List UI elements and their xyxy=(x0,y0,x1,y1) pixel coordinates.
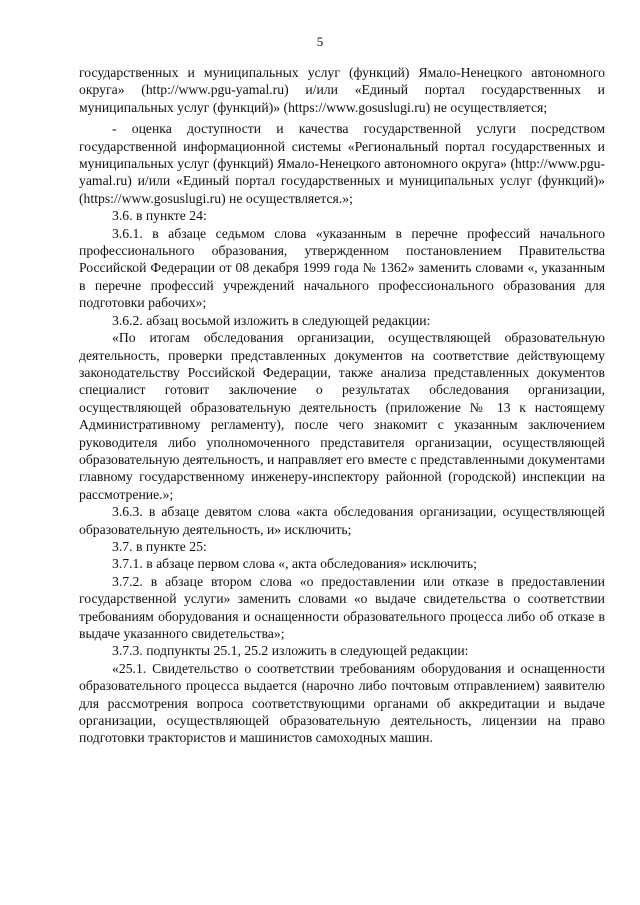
paragraph: «25.1. Свидетельство о соответствии требованиям оборудования и оснащенности образовательного процесса выдается (нарочно либо почтовым отправлением) заявителю для рассмотрения вопроса соответствующими органами об аккредитации и выдаче организации, осуществляющей образовательную деятельность, лицензии на право подготовки трактористов и машинистов самоходных машин. xyxy=(79,660,605,746)
paragraph: - оценка доступности и качества государственной услуги посредством государственной информационной системы «Региональный портал государственных и муниципальных услуг (функций) Ямало-Ненецкого автономного округа» (http://www.pgu-yamal.ru) и/или «Единый портал государственных и муниципальных услуг (функций)» (https://www.gosuslugi.ru) не осуществляется.»; xyxy=(79,121,605,206)
paragraph: «По итогам обследования организации, осуществляющей образовательную деятельность, проверки представленных документов на соответствие действующему законодательству Российской Федерации, также анализа представленных документов специалист готовит заключение о результатах обследования организации, осуществляющей образовательную деятельность (приложение № 13 к настоящему Административному регламенту), после чего знакомит с указанным заключением руководителя либо уполномоченного представителя организации, осуществляющей образовательную деятельность, и направляет его вместе с представленными документами главному государственному инженеру-инспектору районной (городской) инспекции на рассмотрение.»; xyxy=(79,330,605,502)
paragraph: 3.7.3. подпункты 25.1, 25.2 изложить в следующей редакции: xyxy=(112,643,469,659)
paragraph: 3.6.2. абзац восьмой изложить в следующей редакции: xyxy=(112,312,431,328)
document-body xyxy=(79,64,605,747)
paragraph: 3.7. в пункте 25: xyxy=(112,538,207,554)
page-number: 5 xyxy=(316,34,324,49)
paragraph: 3.7.2. в абзаце втором слова «о предоставлении или отказе в предоставлении государственной услуги» заменить словами «о выдаче свидетельства о соответствии требованиям оборудования и оснащенности образовательного процесса либо об отказе в выдаче указанного свидетельства»; xyxy=(79,573,605,641)
paragraph: 3.6.1. в абзаце седьмом слова «указанным в перечне профессий начального профессионального образования, утвержденном постановлением Правительства Российской Федерации от 08 декабря 1999 года № 1362» заменить словами «, указанным в перечне профессий учреждений начального профессионального образования для подготовки рабочих»; xyxy=(79,225,605,311)
paragraph: 3.6. в пункте 24: xyxy=(112,208,207,224)
paragraph: 3.6.3. в абзаце девятом слова «акта обследования организации, осуществляющей образовательную деятельность, и» исключить; xyxy=(79,504,605,537)
paragraph: 3.7.1. в абзаце первом слова «, акта обследования» исключить; xyxy=(112,556,477,572)
paragraph: государственных и муниципальных услуг (функций) Ямало-Ненецкого автономного округа» (http://www.pgu-yamal.ru) и/или «Единый портал государственных и муниципальных услуг (функций)» (https://www.gosuslugi.ru) не осуществляется; xyxy=(79,65,605,115)
